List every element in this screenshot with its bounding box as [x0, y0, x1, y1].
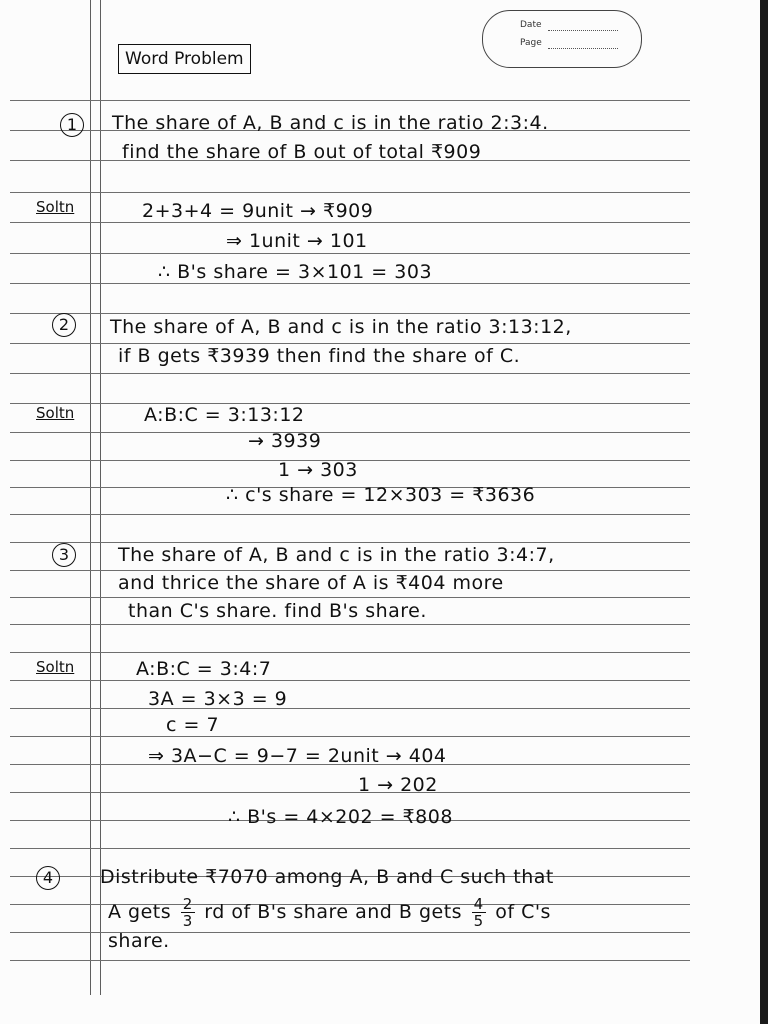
q3-step5: 1 → 202 — [358, 774, 438, 796]
ruled-line — [10, 848, 690, 849]
ruled-line — [10, 373, 690, 374]
q2-step2: → 3939 — [248, 430, 322, 452]
ruled-line — [10, 680, 690, 681]
stamp-date-line — [548, 30, 618, 31]
q1-line2: find the share of B out of total ₹909 — [122, 141, 482, 163]
ruled-line — [10, 343, 690, 344]
fraction-numerator: 2 — [182, 895, 193, 913]
q3-step4: ⇒ 3A−C = 9−7 = 2unit → 404 — [148, 745, 447, 767]
q4-line2-part-a: A gets — [108, 901, 172, 923]
fraction-four-fifths — [472, 896, 486, 929]
q3-step3: c = 7 — [166, 714, 220, 736]
date-page-stamp — [482, 10, 642, 68]
ruled-line — [10, 100, 690, 101]
ruled-line — [10, 192, 690, 193]
ruled-line — [10, 542, 690, 543]
fraction-denominator: 5 — [473, 912, 484, 930]
ruled-line — [10, 222, 690, 223]
stamp-page-label: Page — [520, 38, 542, 48]
ruled-line — [10, 283, 690, 284]
fraction-denominator: 3 — [182, 912, 193, 930]
q4-line2-part-b: rd of B's share and B gets — [204, 901, 463, 923]
fraction-two-thirds — [181, 896, 195, 929]
ruled-line — [10, 736, 690, 737]
q4-line2-part-c: of C's — [495, 901, 551, 923]
fraction-numerator: 4 — [473, 895, 484, 913]
q3-line3: than C's share. find B's share. — [128, 600, 427, 622]
q4-line1: Distribute ₹7070 among A, B and C such that — [100, 866, 554, 888]
margin-line — [100, 0, 101, 995]
q4-line2 — [108, 896, 551, 929]
question-number-4: 4 — [36, 866, 60, 890]
question-number-3: 3 — [52, 543, 76, 567]
q3-solution-label: Soltn — [36, 658, 75, 676]
q3-step2: 3A = 3×3 = 9 — [148, 688, 288, 710]
q2-step3: 1 → 303 — [278, 459, 358, 481]
ruled-line — [10, 313, 690, 314]
question-number-1: 1 — [60, 113, 84, 137]
q4-line3: share. — [108, 930, 170, 952]
q2-solution-label: Soltn — [36, 404, 75, 422]
stamp-date-label: Date — [520, 20, 542, 30]
ruled-line — [10, 652, 690, 653]
stamp-page-line — [548, 48, 618, 49]
q3-line1: The share of A, B and c is in the ratio 3:4:7, — [118, 544, 555, 566]
ruled-line — [10, 403, 690, 404]
ruled-line — [10, 792, 690, 793]
question-number-2: 2 — [52, 313, 76, 337]
q2-line1: The share of A, B and c is in the ratio 3:13:12, — [110, 316, 572, 338]
ruled-line — [10, 432, 690, 433]
q3-step6: ∴ B's = 4×202 = ₹808 — [228, 806, 453, 828]
q2-step1: A:B:C = 3:13:12 — [144, 404, 305, 426]
q1-step2: ⇒ 1unit → 101 — [226, 230, 368, 252]
q1-line1: The share of A, B and c is in the ratio 2:3:4. — [112, 112, 549, 134]
ruled-line — [10, 253, 690, 254]
ruled-line — [10, 570, 690, 571]
q3-line2: and thrice the share of A is ₹404 more — [118, 572, 504, 594]
margin-line — [90, 0, 91, 995]
q2-step4: ∴ c's share = 12×303 = ₹3636 — [226, 484, 536, 506]
ruled-line — [10, 708, 690, 709]
ruled-line — [10, 597, 690, 598]
page-title: Word Problem — [118, 44, 251, 74]
q1-step1: 2+3+4 = 9unit → ₹909 — [142, 200, 374, 222]
ruled-line — [10, 624, 690, 625]
q3-step1: A:B:C = 3:4:7 — [136, 658, 272, 680]
q1-step3: ∴ B's share = 3×101 = 303 — [158, 261, 433, 283]
q1-solution-label: Soltn — [36, 198, 75, 216]
ruled-line — [10, 960, 690, 961]
ruled-line — [10, 514, 690, 515]
q2-line2: if B gets ₹3939 then find the share of C. — [118, 345, 521, 367]
